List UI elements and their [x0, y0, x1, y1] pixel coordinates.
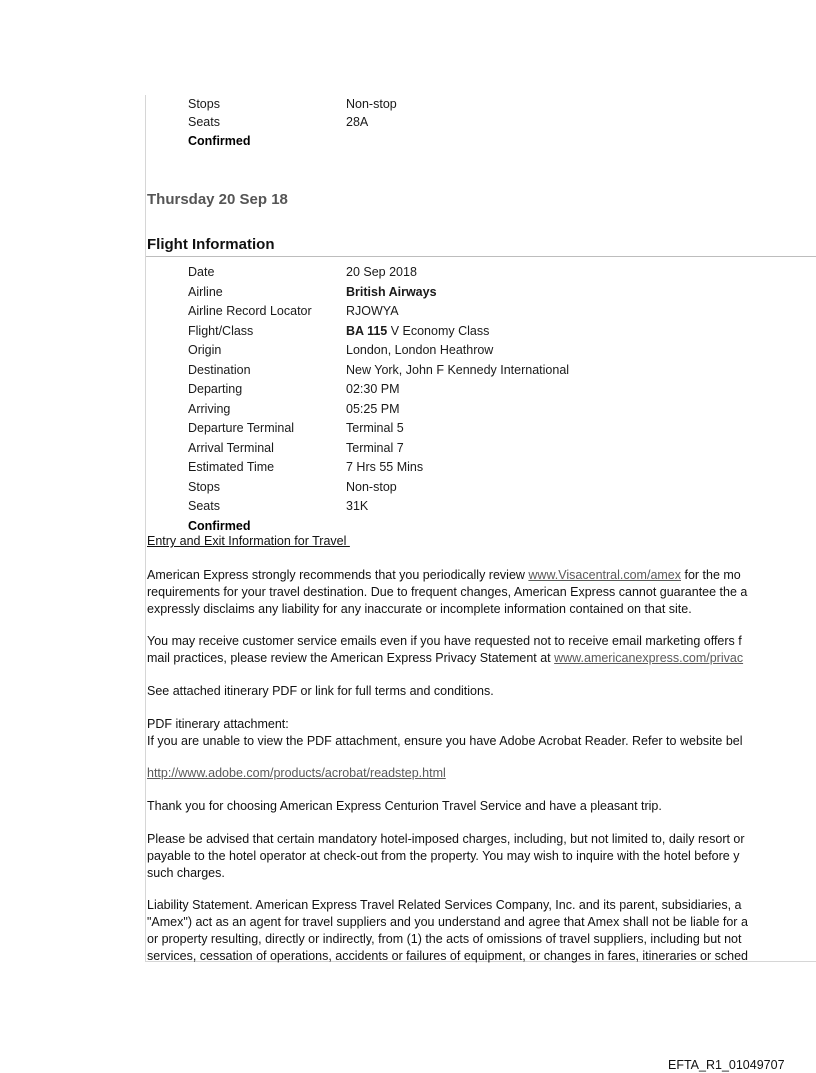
detail-value: RJOWYA	[346, 304, 399, 318]
detail-value: 31K	[346, 499, 369, 513]
liability-paragraph	[147, 897, 816, 964]
detail-value: Terminal 5	[346, 421, 404, 435]
detail-label: Airline Record Locator	[188, 304, 312, 318]
privacy-statement-link[interactable]: www.americanexpress.com/privac	[554, 651, 744, 666]
detail-value: 28A	[346, 114, 369, 129]
day-heading: Thursday 20 Sep 18	[147, 191, 288, 208]
text-run: "Amex") act as an agent for travel suppliers and you understand and agree that Amex shall not be liable for a	[147, 915, 748, 930]
text-run: mail practices, please review the American Express Privacy Statement at	[147, 651, 555, 666]
terms-text	[147, 567, 816, 981]
detail-row-departure-terminal	[188, 419, 569, 439]
visacentral-link[interactable]: www.Visacentral.com/amex	[528, 568, 682, 582]
detail-value: 05:25 PM	[346, 401, 400, 416]
terms-paragraph: See attached itinerary PDF or link for full terms and conditions.	[147, 683, 494, 698]
text-run: Liability Statement. American Express Travel Related Services Company, Inc. and its parent, subsidiaries, a	[147, 898, 742, 913]
text-run: such charges.	[147, 865, 225, 880]
detail-row-record-locator	[188, 302, 569, 322]
thank-you-paragraph: Thank you for choosing American Express Centurion Travel Service and have a pleasant trip.	[147, 799, 662, 814]
detail-label: Arriving	[188, 401, 231, 416]
detail-label: Arrival Terminal	[188, 440, 274, 455]
detail-label: Departing	[188, 382, 243, 396]
adobe-paragraph	[147, 765, 816, 782]
detail-label: Date	[188, 265, 215, 279]
text-run: Please be advised that certain mandatory hotel-imposed charges, including, but not limited to, daily resort or	[147, 831, 745, 846]
text-run: You may receive customer service emails even if you have requested not to receive email marketing offers f	[147, 634, 742, 649]
detail-row-stops	[188, 478, 569, 498]
detail-value: Non-stop	[346, 479, 397, 494]
text-run: PDF itinerary attachment:	[147, 716, 289, 731]
text-run: services, cessation of operations, accidents or failures of equipment, or changes in fares, itineraries or sched	[147, 948, 749, 963]
detail-value: 20 Sep 2018	[346, 265, 417, 279]
section-divider	[146, 256, 816, 257]
flight-number: BA 115	[346, 323, 388, 338]
detail-label: Stops	[188, 479, 220, 494]
detail-label: Destination	[188, 362, 251, 377]
document-id: EFTA_R1_01049707	[668, 1058, 785, 1072]
detail-value	[346, 322, 489, 342]
visa-paragraph	[147, 567, 816, 617]
detail-row-estimated-time	[188, 458, 569, 478]
confirmed-status: Confirmed	[188, 134, 251, 148]
detail-value: British Airways	[346, 284, 437, 299]
text-run: requirements for your travel destination. Due to frequent changes, American Express cannot guarantee the a	[147, 584, 748, 599]
detail-value: Terminal 7	[346, 440, 404, 455]
previous-segment-details	[188, 95, 397, 152]
detail-label: Origin	[188, 343, 222, 357]
text-run: or property resulting, directly or indirectly, from (1) the acts of omissions of travel suppliers, including but not	[147, 931, 742, 946]
detail-row-departing	[188, 380, 569, 400]
detail-row-destination	[188, 361, 569, 381]
email-paragraph	[147, 633, 816, 667]
detail-label: Seats	[188, 114, 220, 129]
adobe-reader-link[interactable]: http://www.adobe.com/products/acrobat/readstep.html	[147, 766, 446, 781]
detail-label: Estimated Time	[188, 460, 275, 474]
text-run: payable to the hotel operator at check-out from the property. You may wish to inquire with the hotel before y	[147, 848, 740, 863]
text-run: If you are unable to view the PDF attachment, ensure you have Adobe Acrobat Reader. Refer to website bel	[147, 733, 743, 748]
detail-row-date	[188, 263, 569, 283]
flight-details	[188, 263, 569, 536]
hotel-charges-paragraph	[147, 831, 816, 881]
section-title: Flight Information	[147, 236, 275, 253]
detail-label: Flight/Class	[188, 323, 254, 338]
text-run: for the mo	[681, 568, 741, 582]
text-run: expressly disclaims any liability for any inaccurate or incomplete information contained on that site.	[147, 601, 692, 616]
text-run: American Express strongly recommends that you periodically review	[147, 568, 529, 582]
detail-value: 7 Hrs 55 Mins	[346, 460, 424, 474]
detail-row-flight-class	[188, 322, 569, 342]
entry-exit-info-link[interactable]: Entry and Exit Information for Travel	[147, 534, 350, 548]
detail-label: Departure Terminal	[188, 421, 295, 435]
detail-value: 02:30 PM	[346, 382, 400, 396]
detail-row-arrival-terminal	[188, 439, 569, 459]
detail-value: Non-stop	[346, 97, 397, 111]
detail-row-arriving	[188, 400, 569, 420]
detail-value: London, London Heathrow	[346, 343, 494, 357]
detail-row-origin	[188, 341, 569, 361]
detail-row	[188, 113, 397, 133]
detail-row-seats	[188, 497, 569, 517]
flight-class: V Economy Class	[387, 323, 490, 338]
detail-label: Airline	[188, 284, 223, 299]
detail-row-airline	[188, 283, 569, 303]
confirmed-status: Confirmed	[188, 518, 251, 533]
detail-label: Stops	[188, 97, 220, 111]
pdf-paragraph	[147, 716, 816, 750]
detail-label: Seats	[188, 499, 220, 513]
detail-value: New York, John F Kennedy International	[346, 362, 570, 377]
